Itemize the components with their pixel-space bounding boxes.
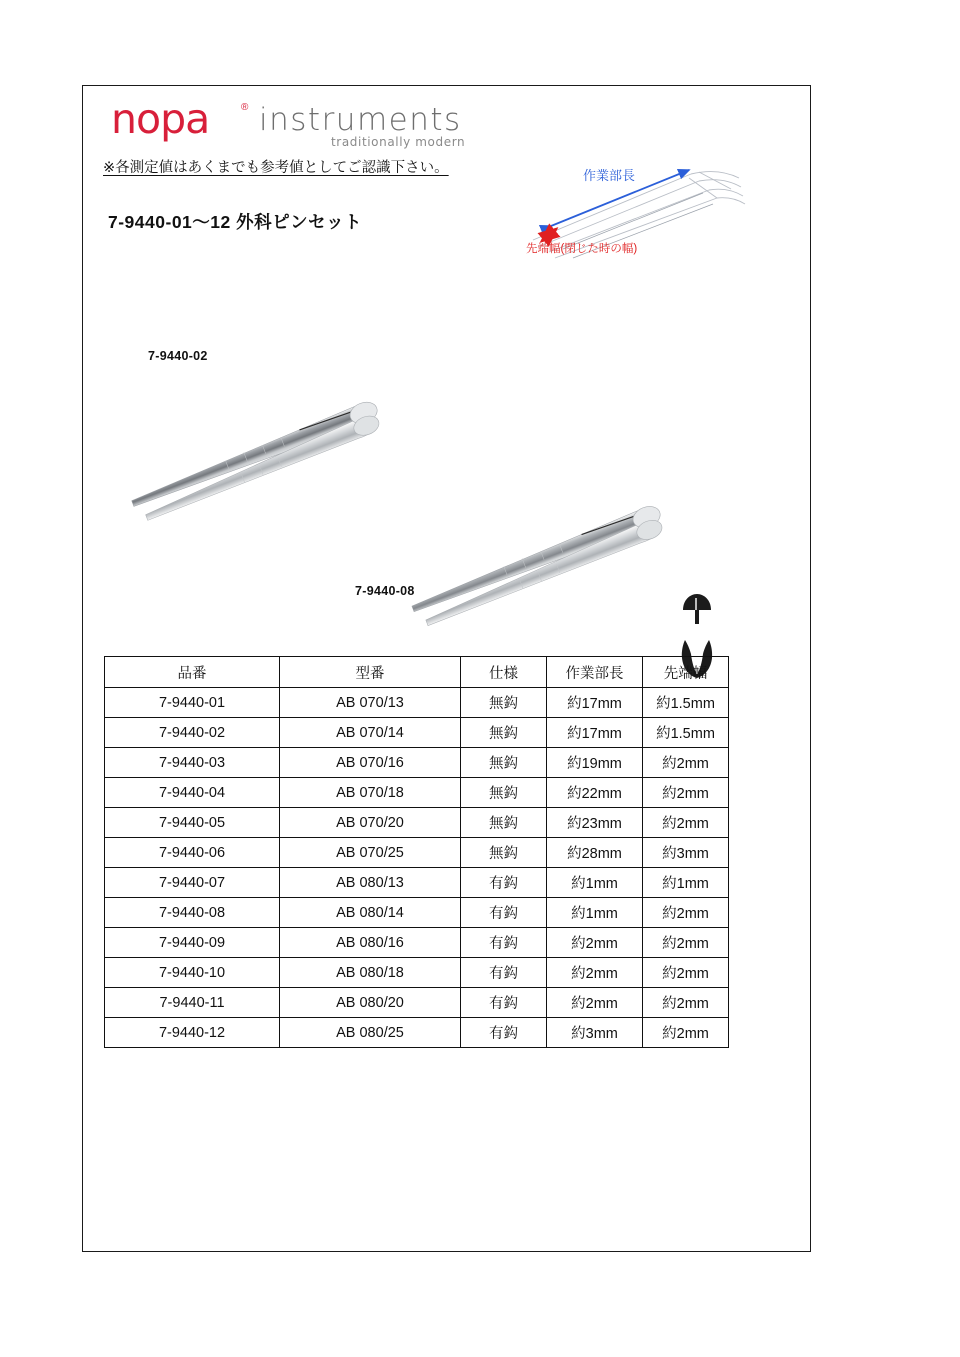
table-body	[105, 688, 729, 1048]
table-row	[105, 868, 729, 898]
cell-working-length: 約1mm	[547, 898, 643, 928]
cell-item-code: 7-9440-10	[105, 958, 280, 988]
cell-model-number: AB 070/20	[280, 808, 461, 838]
cell-tip-width: 約2mm	[643, 748, 729, 778]
table-row	[105, 898, 729, 928]
cell-model-number: AB 080/18	[280, 958, 461, 988]
cell-specification: 有鈎	[461, 868, 547, 898]
cell-specification: 有鈎	[461, 928, 547, 958]
cell-working-length: 約2mm	[547, 988, 643, 1018]
cell-item-code: 7-9440-07	[105, 868, 280, 898]
cell-working-length: 約17mm	[547, 718, 643, 748]
cell-specification: 無鈎	[461, 778, 547, 808]
cell-item-code: 7-9440-08	[105, 898, 280, 928]
table-row	[105, 718, 729, 748]
cell-working-length: 約2mm	[547, 928, 643, 958]
table-row	[105, 838, 729, 868]
cell-item-code: 7-9440-06	[105, 838, 280, 868]
registered-trademark-icon: ®	[241, 102, 249, 113]
cell-tip-width: 約2mm	[643, 928, 729, 958]
cell-item-code: 7-9440-11	[105, 988, 280, 1018]
cell-item-code: 7-9440-12	[105, 1018, 280, 1048]
cell-specification: 有鈎	[461, 1018, 547, 1048]
column-header-model-number: 型番	[280, 657, 461, 688]
cell-model-number: AB 080/20	[280, 988, 461, 1018]
table-row	[105, 958, 729, 988]
cell-working-length: 約17mm	[547, 688, 643, 718]
cell-item-code: 7-9440-05	[105, 808, 280, 838]
product-datasheet-page	[82, 85, 811, 1252]
cell-model-number: AB 070/13	[280, 688, 461, 718]
cell-tip-width: 約2mm	[643, 898, 729, 928]
page-title: 7-9440-01～12 外科ピンセット	[108, 212, 363, 232]
cell-tip-width: 約2mm	[643, 958, 729, 988]
cell-tip-width: 約2mm	[643, 988, 729, 1018]
logo-instruments-word: instruments	[259, 102, 462, 138]
cell-specification: 無鈎	[461, 748, 547, 778]
product-photo-area	[103, 316, 793, 706]
cell-item-code: 7-9440-09	[105, 928, 280, 958]
cell-item-code: 7-9440-04	[105, 778, 280, 808]
cell-specification: 無鈎	[461, 838, 547, 868]
cell-tip-width: 約2mm	[643, 808, 729, 838]
cell-specification: 有鈎	[461, 958, 547, 988]
cell-item-code: 7-9440-01	[105, 688, 280, 718]
cell-model-number: AB 070/16	[280, 748, 461, 778]
cell-specification: 有鈎	[461, 988, 547, 1018]
cell-specification: 無鈎	[461, 688, 547, 718]
cell-model-number: AB 070/18	[280, 778, 461, 808]
cell-model-number: AB 080/13	[280, 868, 461, 898]
column-header-tip-width: 先端幅	[643, 657, 729, 688]
working-length-annotation-label: 作業部長	[583, 168, 636, 183]
cell-working-length: 約3mm	[547, 1018, 643, 1048]
cell-tip-width: 約2mm	[643, 778, 729, 808]
table-row	[105, 778, 729, 808]
table-row	[105, 928, 729, 958]
cell-model-number: AB 070/25	[280, 838, 461, 868]
measurement-annotation-diagram	[503, 148, 753, 278]
column-header-item-code: 品番	[105, 657, 280, 688]
brand-wordmark: nopa	[111, 95, 210, 143]
column-header-specification: 仕様	[461, 657, 547, 688]
cell-item-code: 7-9440-02	[105, 718, 280, 748]
cell-tip-width: 約1.5mm	[643, 718, 729, 748]
cell-item-code: 7-9440-03	[105, 748, 280, 778]
table-row	[105, 748, 729, 778]
table-row	[105, 1018, 729, 1048]
photo-label-item-a: 7-9440-02	[148, 349, 208, 363]
cell-model-number: AB 070/14	[280, 718, 461, 748]
cell-working-length: 約2mm	[547, 958, 643, 988]
table-header-row	[105, 657, 729, 688]
cell-model-number: AB 080/16	[280, 928, 461, 958]
tip-detail-smooth-icon	[683, 594, 711, 624]
cell-tip-width: 約3mm	[643, 838, 729, 868]
cell-tip-width: 約1.5mm	[643, 688, 729, 718]
cell-working-length: 約19mm	[547, 748, 643, 778]
cell-tip-width: 約1mm	[643, 868, 729, 898]
cell-working-length: 約1mm	[547, 868, 643, 898]
forceps-photographs	[103, 316, 793, 706]
cell-tip-width: 約2mm	[643, 1018, 729, 1048]
cell-working-length: 約23mm	[547, 808, 643, 838]
cell-model-number: AB 080/25	[280, 1018, 461, 1048]
table-row	[105, 688, 729, 718]
cell-specification: 無鈎	[461, 718, 547, 748]
nopa-instruments-logo	[111, 96, 491, 156]
cell-specification: 有鈎	[461, 898, 547, 928]
cell-model-number: AB 080/14	[280, 898, 461, 928]
table-row	[105, 808, 729, 838]
cell-working-length: 約28mm	[547, 838, 643, 868]
column-header-working-length: 作業部長	[547, 657, 643, 688]
table-row	[105, 988, 729, 1018]
measurement-disclaimer: ※各測定値はあくまでも参考値としてご認識下さい。	[103, 160, 449, 176]
tip-width-annotation-label: 先端幅(閉じた時の幅)	[526, 243, 638, 255]
photo-label-item-b: 7-9440-08	[355, 584, 415, 598]
specification-table	[104, 656, 729, 1048]
logo-tagline: traditionally modern	[331, 135, 466, 149]
cell-specification: 無鈎	[461, 808, 547, 838]
cell-working-length: 約22mm	[547, 778, 643, 808]
